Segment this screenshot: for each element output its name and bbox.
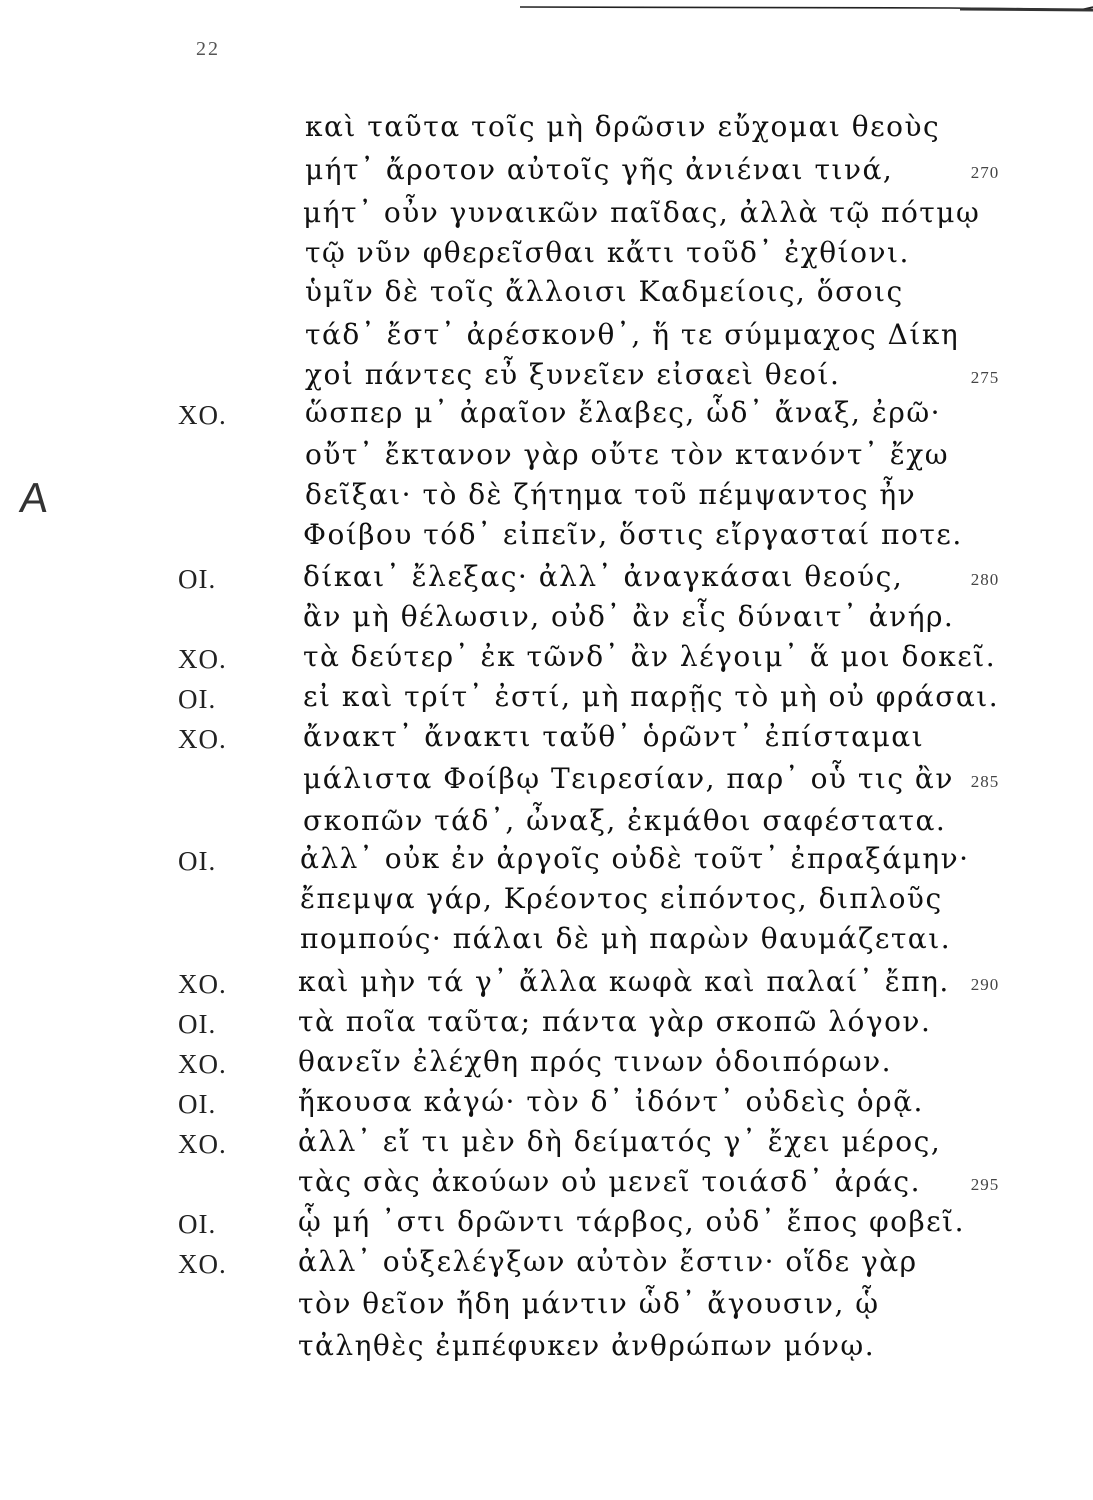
verse-line <box>0 640 1093 676</box>
verse-text: ἂν μὴ θέλωσιν, οὐδ᾽ ἂν εἷς δύναιτ᾽ ἀνήρ. <box>303 600 955 633</box>
verse-line <box>0 1329 1093 1365</box>
verse-text: μάλιστα Φοίβῳ Τειρεσίαν, παρ᾽ οὗ τις ἂν <box>303 762 954 795</box>
verse-line <box>0 110 1093 146</box>
verse-line <box>0 358 1093 394</box>
speaker-label: ΟΙ. <box>178 1089 217 1119</box>
verse-text: τὰ ποῖα ταῦτα; πάντα γὰρ σκοπῶ λόγον. <box>298 1005 932 1038</box>
verse-line <box>0 236 1093 272</box>
verse-line <box>0 882 1093 918</box>
verse-line <box>0 396 1093 432</box>
verse-line <box>0 965 1093 1001</box>
line-number: 280 <box>970 570 1000 589</box>
verse-text: ὥσπερ μ᾽ ἀραῖον ἔλαβες, ὧδ᾽ ἄναξ, ἐρῶ· <box>305 396 942 429</box>
verse-text: οὔτ᾽ ἔκτανον γὰρ οὔτε τὸν κτανόντ᾽ ἔχω <box>305 438 950 471</box>
verse-text: τὰς σὰς ἀκούων οὐ μενεῖ τοιάσδ᾽ ἀράς. <box>298 1165 921 1198</box>
verse-text: ἔπεμψα γάρ, Κρέοντος εἰπόντος, διπλοῦς <box>300 882 943 915</box>
verse-line <box>0 1125 1093 1161</box>
verse-text: χοἰ πάντες εὖ ξυνεῖεν εἰσαεὶ θεοί. <box>305 358 841 391</box>
verse-line <box>0 438 1093 474</box>
speaker-label: ΧΟ. <box>178 400 227 430</box>
verse-text: ἀλλ᾽ οὑξελέγξων αὐτὸν ἔστιν· οἵδε γὰρ <box>298 1245 918 1278</box>
verse-text: δεῖξαι· τὸ δὲ ζήτημα τοῦ πέμψαντος ἦν <box>305 478 917 511</box>
speaker-label: ΧΟ. <box>178 1049 227 1079</box>
margin-annotation: A <box>17 474 51 521</box>
verse-text: ἀλλ᾽ οὐκ ἐν ἀργοῖς οὐδὲ τοῦτ᾽ ἐπραξάμην· <box>300 842 970 875</box>
verse-text: θανεῖν ἐλέχθη πρός τινων ὁδοιπόρων. <box>298 1045 893 1078</box>
page-number: 22 <box>196 38 220 60</box>
speaker-label: ΟΙ. <box>178 1209 217 1239</box>
speaker-label: ΧΟ. <box>178 724 227 754</box>
verse-text: καὶ μὴν τά γ᾽ ἄλλα κωφὰ καὶ παλαί᾽ ἔπη. <box>298 965 950 998</box>
speaker-label: ΟΙ. <box>178 846 217 876</box>
verse-line <box>0 275 1093 311</box>
verse-text: μήτ᾽ ἄροτον αὐτοῖς γῆς ἀνιέναι τινά, <box>305 153 894 186</box>
verse-line <box>0 720 1093 756</box>
verse-line <box>0 1205 1093 1241</box>
verse-line <box>0 804 1093 840</box>
verse-line <box>0 1287 1093 1323</box>
verse-text: εἰ καὶ τρίτ᾽ ἐστί, μὴ παρῇς τὸ μὴ οὐ φράσαι. <box>303 680 1000 713</box>
verse-text: τἀληθὲς ἐμπέφυκεν ἀνθρώπων μόνῳ. <box>298 1329 876 1362</box>
speaker-label: ΧΟ. <box>178 1249 227 1279</box>
verse-line <box>0 318 1093 354</box>
verse-line <box>0 1005 1093 1041</box>
verse-text: ἄνακτ᾽ ἄνακτι ταὔθ᾽ ὁρῶντ᾽ ἐπίσταμαι <box>303 720 925 753</box>
speaker-label: ΧΟ. <box>178 644 227 674</box>
line-number: 270 <box>970 163 1000 182</box>
verse-line <box>0 478 1093 514</box>
verse-text: καὶ ταῦτα τοῖς μὴ δρῶσιν εὔχομαι θεοὺς <box>305 110 941 143</box>
line-number: 295 <box>970 1175 1000 1194</box>
speaker-label: ΟΙ. <box>178 684 217 714</box>
verse-text: πομπούς· πάλαι δὲ μὴ παρὼν θαυμάζεται. <box>300 922 952 955</box>
verse-text: τῷ νῦν φθερεῖσθαι κἄτι τοῦδ᾽ ἐχθίονι. <box>305 236 910 269</box>
verse-text: ᾧ μή ᾽στι δρῶντι τάρβος, οὐδ᾽ ἔπος φοβεῖ. <box>298 1205 966 1238</box>
verse-line <box>0 1245 1093 1281</box>
verse-text: σκοπῶν τάδ᾽, ὦναξ, ἐκμάθοι σαφέστατα. <box>303 804 947 837</box>
verse-text: ἤκουσα κἀγώ· τὸν δ᾽ ἰδόντ᾽ οὐδεὶς ὁρᾷ. <box>298 1085 924 1118</box>
verse-text: ἀλλ᾽ εἴ τι μὲν δὴ δείματός γ᾽ ἔχει μέρος, <box>298 1125 942 1158</box>
line-number: 285 <box>970 772 1000 791</box>
verse-line <box>0 518 1093 554</box>
verse-line <box>0 600 1093 636</box>
speaker-label: ΧΟ. <box>178 1129 227 1159</box>
verse-line <box>0 196 1093 232</box>
speaker-label: ΟΙ. <box>178 564 217 594</box>
verse-text: μήτ᾽ οὖν γυναικῶν παῖδας, ἀλλὰ τῷ πότμῳ <box>303 196 981 229</box>
verse-line <box>0 1085 1093 1121</box>
line-number: 290 <box>970 975 1000 994</box>
speaker-label: ΟΙ. <box>178 1009 217 1039</box>
verse-text: τάδ᾽ ἔστ᾽ ἀρέσκονθ᾽, ἥ τε σύμμαχος Δίκη <box>305 318 960 351</box>
verse-line <box>0 842 1093 878</box>
verse-text: τὸν θεῖον ἤδη μάντιν ὧδ᾽ ἄγουσιν, ᾧ <box>298 1287 880 1320</box>
verse-text: Φοίβου τόδ᾽ εἰπεῖν, ὅστις εἴργασταί ποτε. <box>303 518 963 551</box>
line-number: 275 <box>970 368 1000 387</box>
verse-line <box>0 680 1093 716</box>
verse-text: τὰ δεύτερ᾽ ἐκ τῶνδ᾽ ἂν λέγοιμ᾽ ἅ μοι δοκεῖ. <box>303 640 997 673</box>
verse-line <box>0 153 1093 189</box>
verse-line <box>0 560 1093 596</box>
speaker-label: ΧΟ. <box>178 969 227 999</box>
verse-text: δίκαι᾽ ἔλεξας· ἀλλ᾽ ἀναγκάσαι θεούς, <box>303 560 904 593</box>
verse-line <box>0 1165 1093 1201</box>
verse-line <box>0 762 1093 798</box>
verse-text: ὑμῖν δὲ τοῖς ἄλλοισι Καδμείοις, ὅσοις <box>305 275 904 308</box>
verse-line <box>0 922 1093 958</box>
verse-line <box>0 1045 1093 1081</box>
